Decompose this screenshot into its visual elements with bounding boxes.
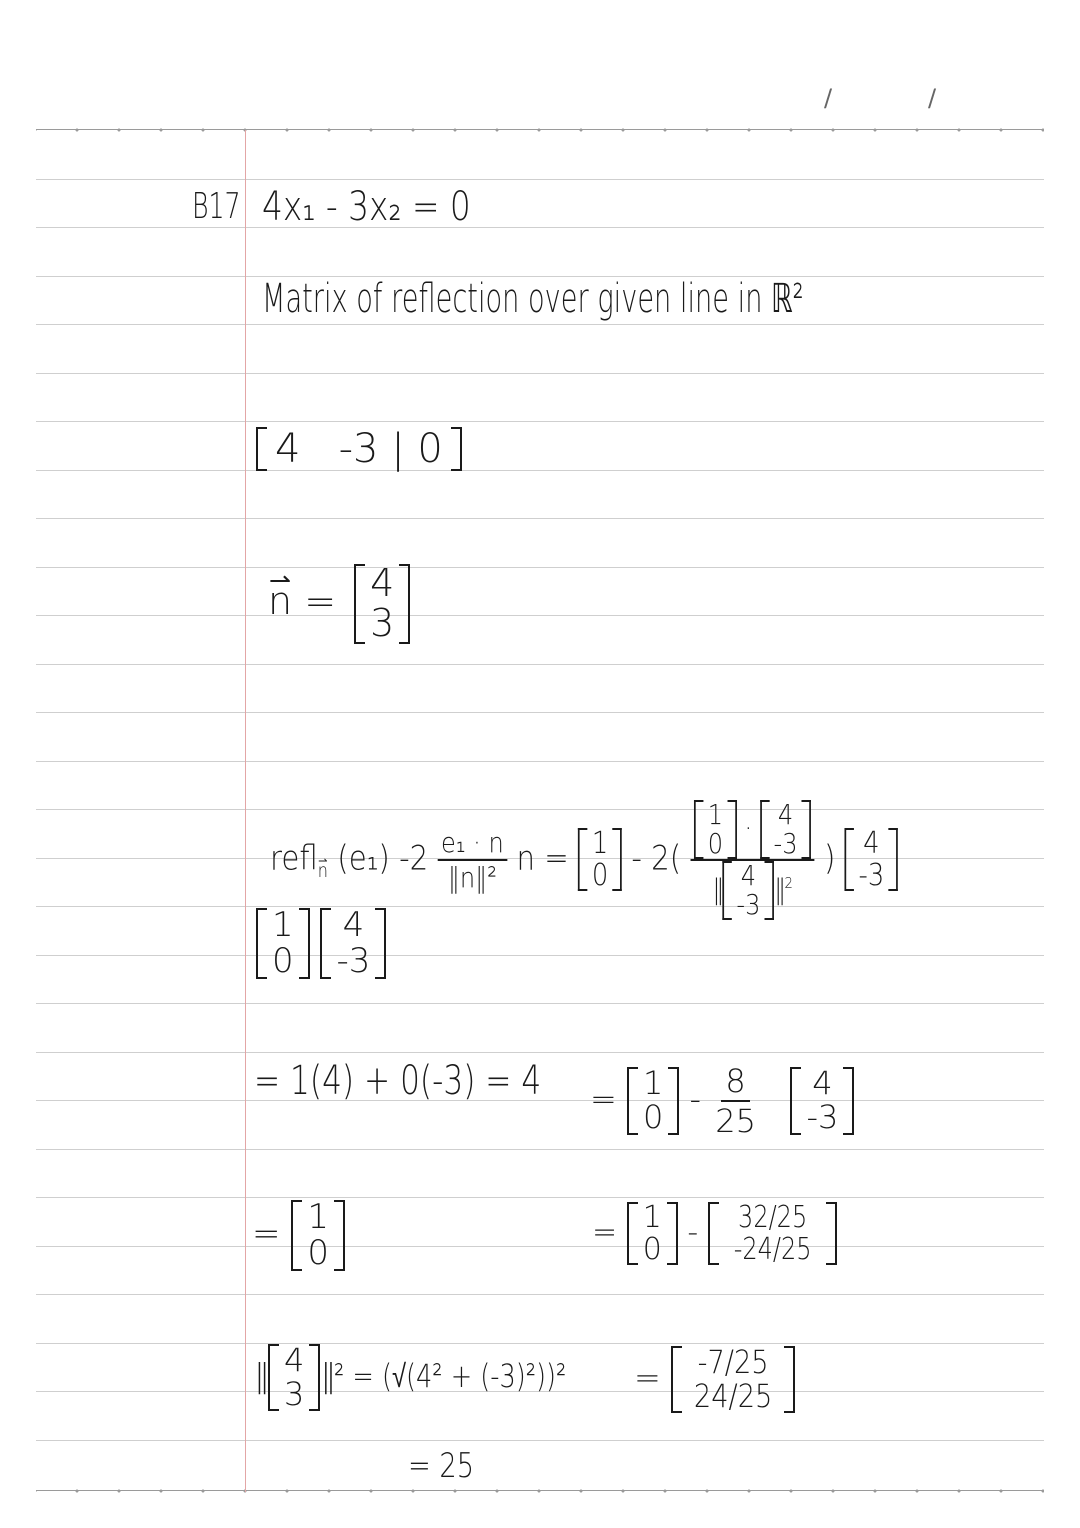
aug-bar: | bbox=[391, 426, 405, 472]
rule-line bbox=[36, 1052, 1044, 1053]
refl-argument: (e₁) bbox=[337, 838, 390, 879]
n-top: 4 bbox=[863, 826, 880, 862]
rule-line bbox=[36, 227, 1044, 228]
normal-vector bbox=[268, 561, 410, 645]
equals-sign: = bbox=[304, 579, 337, 624]
final-answer bbox=[634, 1343, 795, 1415]
equals-sign: = bbox=[252, 1214, 281, 1255]
e1-top: 1 bbox=[591, 826, 609, 862]
date-slash: / bbox=[928, 84, 937, 112]
line-equation: 4x₁ - 3x₂ = 0 bbox=[262, 184, 471, 230]
problem-number: B17 bbox=[192, 186, 241, 227]
minus-sign: - bbox=[689, 1080, 702, 1118]
bottom-rule bbox=[36, 1490, 1044, 1491]
dot-symbol: · bbox=[744, 811, 753, 845]
rule-line bbox=[36, 664, 1044, 665]
fraction-numerator: 8 bbox=[721, 1062, 749, 1102]
rule-line bbox=[36, 955, 1044, 956]
scratch-left-top: 1 bbox=[272, 905, 294, 945]
step3-v-top: 32/25 bbox=[737, 1200, 807, 1235]
n-bottom: -3 bbox=[858, 857, 885, 893]
norm-expression: ² = (√(4² + (-3)²))² bbox=[334, 1356, 567, 1395]
e1-bottom: 0 bbox=[591, 857, 609, 893]
column-top: 1 bbox=[307, 1197, 329, 1237]
date-slash: / bbox=[824, 84, 833, 112]
step2-e-top: 1 bbox=[642, 1064, 664, 1103]
equals-sign: = bbox=[592, 1215, 618, 1250]
equals-sign: = bbox=[590, 1080, 617, 1118]
rule-line bbox=[36, 179, 1044, 180]
rule-line bbox=[36, 567, 1044, 568]
rule-line bbox=[36, 1149, 1044, 1150]
step3-v-bottom: -24/25 bbox=[733, 1231, 812, 1267]
rule-line bbox=[36, 324, 1044, 325]
margin-line bbox=[245, 130, 246, 1492]
rule-line bbox=[36, 518, 1044, 519]
rule-line bbox=[36, 1294, 1044, 1295]
reflection-formula: refl⇀ n (e₁) -2 $\frac{\text{e₁ · n}}{\text{‖n‖²}}$ n = 1 0 - 2( 1 0 · 4 -3 ‖ 4 -3 ‖$^2$ ) 4 -3 bbox=[270, 800, 898, 920]
scratch-right-top: 4 bbox=[342, 905, 365, 945]
refl-subscript: ⇀ n bbox=[318, 861, 328, 882]
coef-c: 0 bbox=[417, 426, 443, 472]
final-bottom: 24/25 bbox=[693, 1376, 773, 1415]
norm-calc-bottom: 3 bbox=[284, 1374, 305, 1413]
equals-sign: = bbox=[634, 1358, 661, 1397]
step2-v-bottom: -3 bbox=[806, 1098, 839, 1136]
dot-right-bottom: -3 bbox=[773, 827, 798, 861]
step2-e-bottom: 0 bbox=[642, 1098, 664, 1136]
projection-denominator: ‖n‖² bbox=[447, 860, 497, 894]
rule-line bbox=[36, 373, 1044, 374]
dot-product-result: = 1(4) + 0(-3) = 4 bbox=[254, 1058, 542, 1104]
final-top: -7/25 bbox=[697, 1343, 769, 1381]
formula-tail: n = bbox=[516, 838, 569, 879]
step-three bbox=[592, 1202, 837, 1265]
step2-v-top: 4 bbox=[812, 1064, 833, 1103]
minus-sign: - bbox=[687, 1215, 699, 1250]
rule-line bbox=[36, 1246, 1044, 1247]
column-result bbox=[252, 1197, 345, 1273]
normal-top: 4 bbox=[370, 561, 395, 605]
column-bottom: 0 bbox=[307, 1232, 329, 1273]
projection-numerator: e₁ · n bbox=[438, 826, 508, 861]
step-two bbox=[590, 1062, 854, 1140]
rule-line bbox=[36, 421, 1044, 422]
rule-line bbox=[36, 761, 1044, 762]
dot-left-bottom: 0 bbox=[707, 827, 724, 861]
fraction-denominator: 25 bbox=[715, 1102, 756, 1140]
augmented-matrix bbox=[256, 424, 462, 471]
dot-right-top: 4 bbox=[777, 798, 794, 831]
scratch-left-bottom: 0 bbox=[272, 940, 294, 981]
rule-line bbox=[36, 712, 1044, 713]
normal-bottom: 3 bbox=[370, 600, 395, 645]
dot-product-scratch bbox=[256, 905, 386, 981]
step3-e-top: 1 bbox=[642, 1200, 662, 1235]
norm-bottom: -3 bbox=[736, 888, 761, 922]
close-paren: ) bbox=[824, 838, 836, 879]
rule-line bbox=[36, 1440, 1044, 1441]
norm-top: 4 bbox=[740, 858, 757, 892]
step3-e-bottom: 0 bbox=[642, 1231, 662, 1267]
norm-exponent: 2 bbox=[784, 873, 793, 892]
rule-line bbox=[36, 615, 1044, 616]
normal-label: ⇀ n bbox=[268, 579, 292, 623]
minus-two-paren: - 2( bbox=[631, 838, 682, 879]
norm-calc-top: 4 bbox=[284, 1341, 305, 1379]
rule-line bbox=[36, 470, 1044, 471]
coef-a: 4 bbox=[275, 426, 301, 472]
dot-left-top: 1 bbox=[707, 798, 724, 831]
rule-line bbox=[36, 1003, 1044, 1004]
scratch-right-bottom: -3 bbox=[336, 940, 371, 981]
minus-two: -2 bbox=[399, 838, 429, 879]
coef-b: -3 bbox=[338, 426, 379, 472]
rule-line bbox=[36, 1197, 1044, 1198]
problem-statement: Matrix of reflection over given line in ℝ² bbox=[262, 276, 804, 322]
norm-result: = 25 bbox=[408, 1446, 475, 1486]
norm-calculation: ‖ 4 3 ‖² = (√(4² + (-3)²))² bbox=[254, 1341, 567, 1413]
refl-label: refl bbox=[270, 838, 318, 879]
top-rule bbox=[36, 129, 1044, 130]
